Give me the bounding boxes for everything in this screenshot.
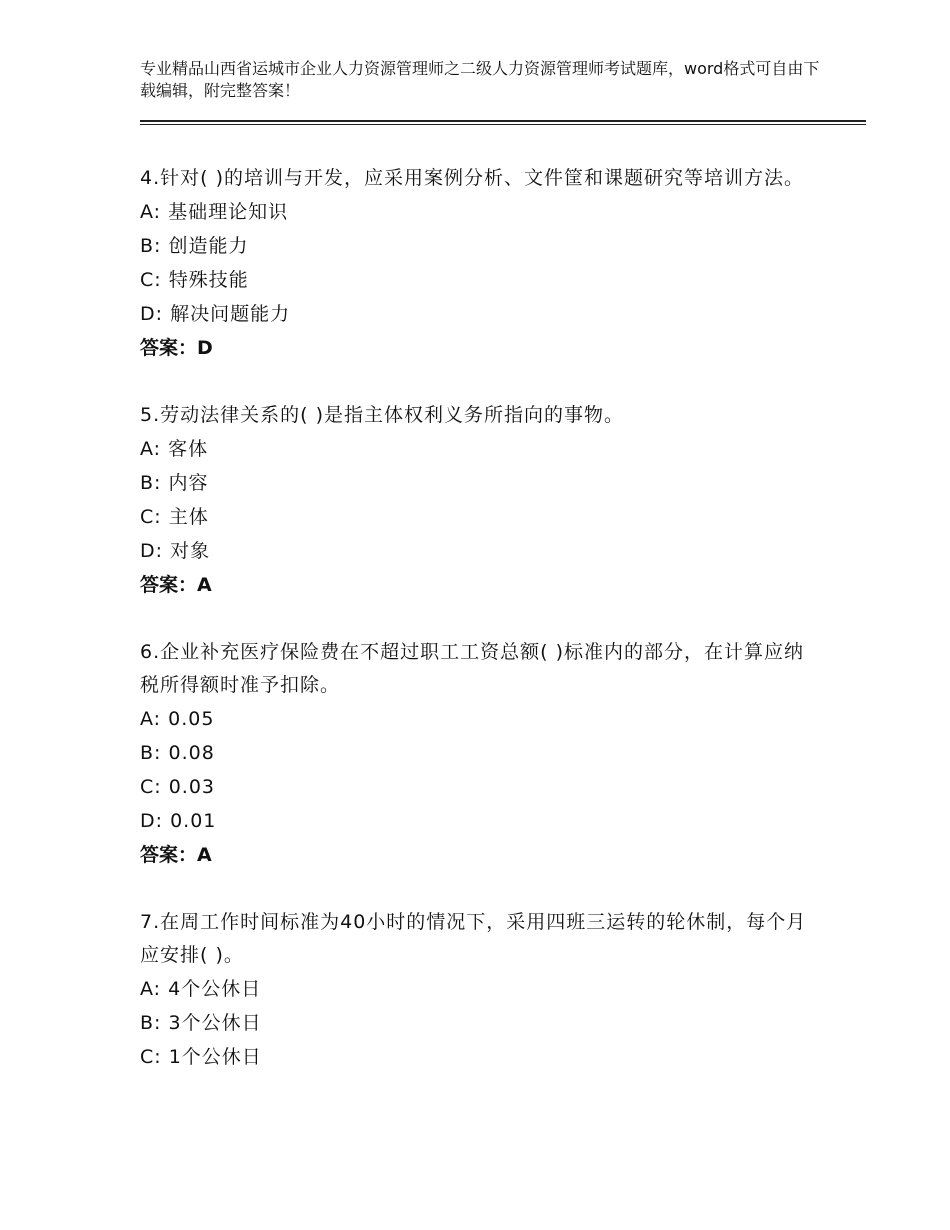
option-a: A: 4个公休日 xyxy=(140,978,262,1000)
option-b: B: 内容 xyxy=(140,472,209,494)
question-text: 5.劳动法律关系的( )是指主体权利义务所指向的事物。 xyxy=(140,404,624,426)
answer: 答案：A xyxy=(140,574,212,596)
option-b: B: 创造能力 xyxy=(140,235,249,257)
answer: 答案：A xyxy=(140,844,212,866)
question-7 xyxy=(140,906,820,1074)
option-c: C: 0.03 xyxy=(140,776,216,798)
question-text: 6.企业补充医疗保险费在不超过职工工资总额( )标准内的部分，在计算应纳税所得额时准予扣除。 xyxy=(140,641,804,696)
option-d: D: 0.01 xyxy=(140,810,217,832)
option-a: A: 0.05 xyxy=(140,708,215,730)
document-header: 专业精品山西省运城市企业人力资源管理师之二级人力资源管理师考试题库，word格式可自由下载编辑，附完整答案！ xyxy=(140,59,820,100)
question-6 xyxy=(140,636,820,872)
question-5 xyxy=(140,399,820,602)
option-b: B: 3个公休日 xyxy=(140,1012,262,1034)
header-rule-thick xyxy=(140,120,866,122)
option-d: D: 对象 xyxy=(140,540,211,562)
answer: 答案：D xyxy=(140,337,213,359)
option-a: A: 基础理论知识 xyxy=(140,201,289,223)
question-list xyxy=(140,162,820,1108)
option-c: C: 主体 xyxy=(140,506,209,528)
option-d: D: 解决问题能力 xyxy=(140,303,291,325)
header-rule-thin xyxy=(140,124,866,125)
question-text: 4.针对( )的培训与开发，应采用案例分析、文件筐和课题研究等培训方法。 xyxy=(140,167,804,189)
option-a: A: 客体 xyxy=(140,438,209,460)
question-text: 7.在周工作时间标准为40小时的情况下，采用四班三运转的轮休制，每个月应安排( )。 xyxy=(140,911,807,966)
option-c: C: 1个公休日 xyxy=(140,1046,262,1068)
option-b: B: 0.08 xyxy=(140,742,215,764)
question-4 xyxy=(140,162,820,365)
option-c: C: 特殊技能 xyxy=(140,269,249,291)
